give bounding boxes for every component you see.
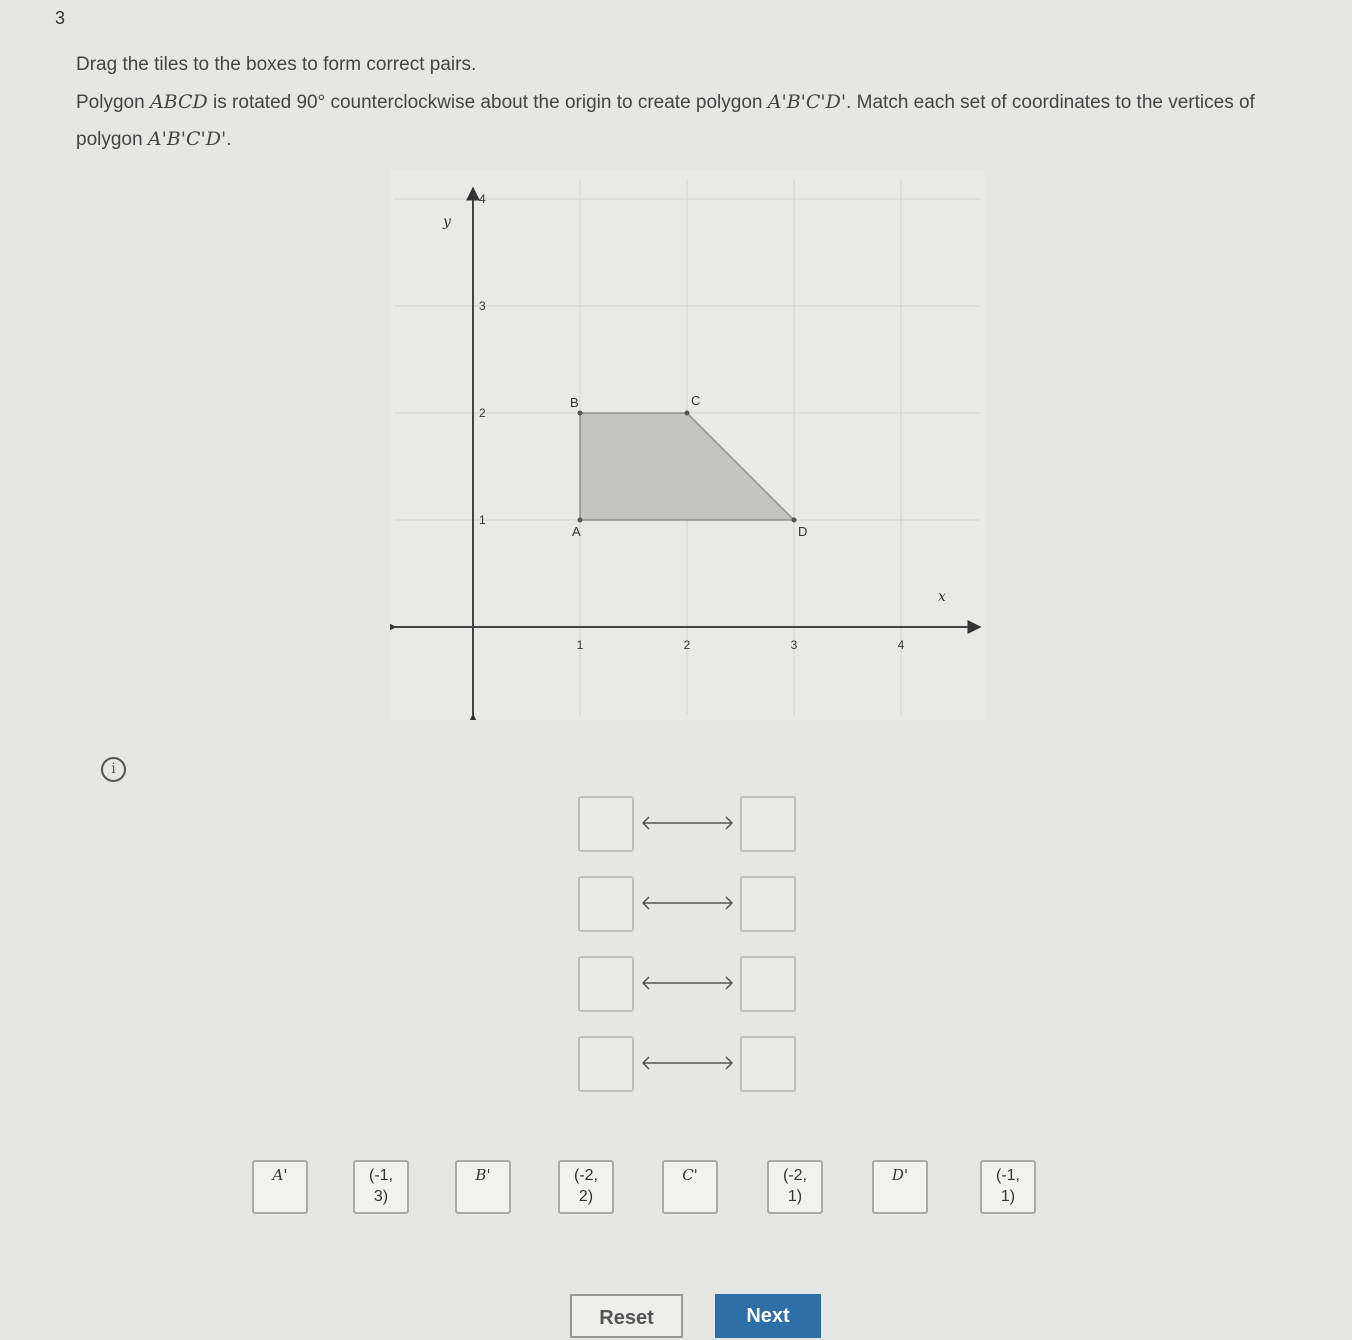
- question-number: 3: [55, 8, 66, 28]
- vertex-label: C: [691, 393, 701, 408]
- pair-row-2: [578, 876, 800, 934]
- vertex-point: [792, 518, 797, 523]
- coordinate-graph: [390, 170, 985, 720]
- tile-line2: 2): [578, 1188, 594, 1205]
- vertex-label: B: [570, 395, 579, 410]
- x-tick-label: 4: [897, 638, 905, 652]
- polygon-abcd: ABCD: [149, 91, 208, 113]
- tile-vertex-b-prime[interactable]: [455, 1160, 511, 1214]
- drop-box-right-3[interactable]: [740, 956, 796, 1012]
- info-icon[interactable]: i: [101, 757, 126, 782]
- drop-box-right-4[interactable]: [740, 1036, 796, 1092]
- tile-vertex-c-prime[interactable]: [662, 1160, 718, 1214]
- drop-box-left-1[interactable]: [578, 796, 634, 852]
- tile-line1: A': [272, 1166, 288, 1184]
- prompt-part-4: .: [226, 129, 232, 150]
- prompt-part-3: . Match each set of coordinates to the vertices of polygon: [76, 92, 1255, 150]
- y-tick-label: 4: [479, 192, 486, 206]
- pair-row-3: [578, 956, 800, 1014]
- double-arrow-icon: [640, 896, 735, 910]
- prompt-part-1: Polygon: [76, 92, 150, 113]
- drop-box-left-3[interactable]: [578, 956, 634, 1012]
- tile-vertex-d-prime[interactable]: [872, 1160, 928, 1214]
- double-arrow-icon: [640, 816, 735, 830]
- tile-line1: C': [682, 1166, 698, 1184]
- vertex-point: [685, 411, 690, 416]
- pair-row-1: [578, 796, 800, 854]
- tile-coord-neg2-1[interactable]: [767, 1160, 823, 1214]
- next-button[interactable]: Next: [715, 1294, 821, 1338]
- double-arrow-icon: [640, 976, 735, 990]
- reset-button[interactable]: Reset: [570, 1294, 683, 1338]
- tile-vertex-a-prime[interactable]: [252, 1160, 308, 1214]
- drop-box-right-1[interactable]: [740, 796, 796, 852]
- y-tick-label: 3: [479, 299, 486, 313]
- tile-line1: (-2,: [783, 1167, 807, 1184]
- x-tick-label: 1: [576, 638, 584, 652]
- tile-line1: D': [891, 1166, 909, 1184]
- y-axis-label: y: [443, 214, 451, 230]
- drop-box-left-4[interactable]: [578, 1036, 634, 1092]
- tile-line1: (-2,: [574, 1167, 598, 1184]
- y-tick-label: 1: [479, 513, 486, 527]
- drop-box-right-2[interactable]: [740, 876, 796, 932]
- vertex-label: A: [572, 524, 581, 539]
- tile-line1: (-1,: [996, 1167, 1020, 1184]
- vertex-label: D: [798, 524, 808, 539]
- x-axis-label: x: [938, 589, 946, 605]
- tile-line1: (-1,: [369, 1167, 393, 1184]
- vertex-point: [578, 518, 583, 523]
- double-arrow-icon: [640, 1056, 735, 1070]
- x-tick-label: 3: [790, 638, 798, 652]
- drop-box-left-2[interactable]: [578, 876, 634, 932]
- polygon-image-name: A'B'C'D': [767, 91, 847, 113]
- pair-row-4: [578, 1036, 800, 1094]
- tile-coord-neg2-2[interactable]: [558, 1160, 614, 1214]
- tile-coord-neg1-1[interactable]: [980, 1160, 1036, 1214]
- tile-coord-neg1-3[interactable]: [353, 1160, 409, 1214]
- tile-line1: B': [475, 1166, 491, 1184]
- question-prompt: [76, 84, 1306, 158]
- polygon-image-name-2: A'B'C'D': [147, 128, 227, 150]
- prompt-part-2: is rotated 90° counterclockwise about the origin to create polygon: [207, 92, 768, 113]
- instruction-text: Drag the tiles to the boxes to form correct pairs.: [76, 54, 477, 75]
- x-tick-label: 2: [683, 638, 691, 652]
- tile-line2: 1): [787, 1188, 803, 1205]
- tile-line2: 3): [373, 1188, 389, 1205]
- y-tick-label: 2: [479, 406, 486, 420]
- vertex-point: [578, 411, 583, 416]
- tile-line2: 1): [1000, 1188, 1016, 1205]
